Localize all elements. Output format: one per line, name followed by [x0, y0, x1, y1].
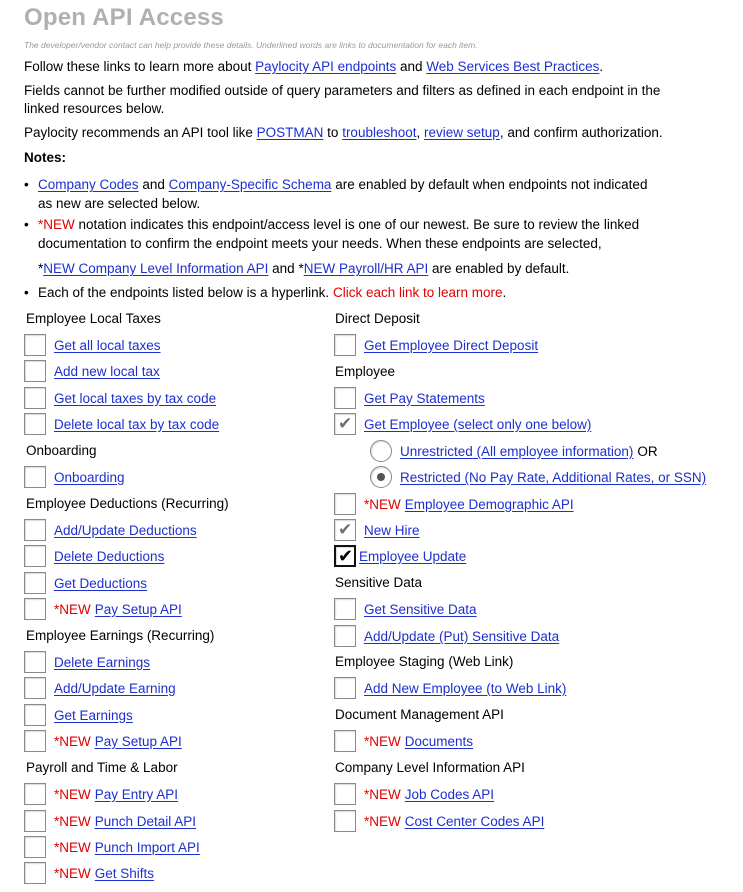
checkbox[interactable] — [24, 783, 46, 805]
option-row — [334, 386, 485, 410]
checkbox[interactable] — [24, 572, 46, 594]
section-heading-onboarding: Onboarding — [26, 443, 97, 458]
intro-paragraph-3 — [24, 124, 663, 142]
note-text: . — [502, 285, 507, 300]
pay-setup-api-link[interactable]: Pay Setup API — [94, 733, 182, 749]
option-row — [334, 782, 494, 806]
new-tag: *NEW — [54, 786, 91, 802]
page-title: Open API Access — [24, 4, 224, 31]
intro-paragraph-2 — [24, 82, 660, 118]
radio-button[interactable] — [370, 440, 392, 462]
delete-earnings-link[interactable]: Delete Earnings — [54, 654, 151, 670]
note-text: Each of the endpoints listed below is a hyperlink. — [38, 285, 330, 300]
checkbox[interactable] — [24, 598, 46, 620]
option-row — [334, 333, 538, 357]
intro-text: linked resources below. — [24, 101, 165, 116]
onboarding-link[interactable]: Onboarding — [54, 469, 125, 485]
note-text: documentation to confirm the endpoint meets your needs. When these endpoints are selected, — [38, 236, 602, 251]
postman-link[interactable]: POSTMAN — [256, 125, 324, 140]
option-row — [24, 809, 196, 833]
option-row — [24, 544, 164, 568]
checkbox[interactable] — [24, 862, 46, 884]
checkbox[interactable] — [24, 387, 46, 409]
get-shifts-link[interactable]: Get Shifts — [94, 865, 155, 881]
option-row — [24, 676, 176, 700]
section-heading-direct-deposit: Direct Deposit — [335, 311, 420, 326]
new-tag: *NEW — [54, 813, 91, 829]
checkbox[interactable] — [24, 836, 46, 858]
radio-row — [370, 465, 706, 489]
unrestricted-link[interactable]: Unrestricted (All employee information) — [400, 443, 634, 459]
review-setup-link[interactable]: review setup — [424, 125, 500, 140]
new-tag: *NEW — [364, 786, 401, 802]
company-level-info-api-link[interactable]: NEW Company Level Information API — [43, 261, 269, 276]
company-codes-link[interactable]: Company Codes — [38, 177, 139, 192]
option-row — [24, 386, 216, 410]
pay-setup-api-link[interactable]: Pay Setup API — [94, 601, 182, 617]
add-update-deductions-link[interactable]: Add/Update Deductions — [54, 522, 197, 538]
delete-local-tax-link[interactable]: Delete local tax by tax code — [54, 416, 220, 432]
note-text: as new are selected below. — [38, 196, 201, 211]
delete-deductions-link[interactable]: Delete Deductions — [54, 548, 165, 564]
checkbox[interactable] — [334, 598, 356, 620]
checkbox[interactable] — [24, 704, 46, 726]
bullet-icon: • — [24, 177, 29, 192]
web-services-best-practices-link[interactable]: Web Services Best Practices — [426, 59, 600, 74]
get-employee-direct-deposit-link[interactable]: Get Employee Direct Deposit — [364, 337, 539, 353]
radio-row — [370, 439, 658, 463]
option-row — [24, 412, 219, 436]
checkbox[interactable] — [24, 677, 46, 699]
radio-button-selected[interactable] — [370, 466, 392, 488]
company-specific-schema-link[interactable]: Company-Specific Schema — [168, 177, 332, 192]
restricted-link[interactable]: Restricted (No Pay Rate, Additional Rates, or SSN) — [400, 469, 707, 485]
option-row — [24, 359, 160, 383]
option-row — [334, 676, 566, 700]
checkbox[interactable] — [334, 783, 356, 805]
intro-text: Fields cannot be further modified outside of query parameters and filters as defined in each endpoint in the — [24, 83, 661, 98]
option-row — [334, 624, 559, 648]
option-row — [24, 571, 147, 595]
option-row — [334, 492, 574, 516]
checkbox[interactable] — [24, 545, 46, 567]
checkbox[interactable] — [24, 730, 46, 752]
checkbox[interactable] — [334, 810, 356, 832]
punch-detail-api-link[interactable]: Punch Detail API — [94, 813, 197, 829]
option-row — [24, 835, 200, 859]
payroll-hr-api-link[interactable]: NEW Payroll/HR API — [303, 261, 429, 276]
documents-link[interactable]: Documents — [404, 733, 474, 749]
employee-demographic-api-link[interactable]: Employee Demographic API — [404, 496, 574, 512]
page-subtitle: The developer/vendor contact can help provide these details. Underlined words are links to documentation for each item. — [24, 40, 478, 50]
option-row — [24, 597, 182, 621]
option-row — [24, 518, 197, 542]
new-tag: *NEW — [364, 733, 401, 749]
get-local-taxes-by-code-link[interactable]: Get local taxes by tax code — [54, 390, 217, 406]
note-text: * — [298, 261, 304, 276]
new-tag: *NEW — [38, 217, 75, 232]
option-row — [334, 544, 466, 568]
bullet-icon: • — [24, 285, 29, 300]
option-row — [334, 729, 473, 753]
checkbox[interactable] — [24, 810, 46, 832]
note-text: and — [142, 177, 165, 192]
section-heading-employee: Employee — [335, 364, 396, 379]
section-heading-deductions: Employee Deductions (Recurring) — [26, 496, 229, 511]
punch-import-api-link[interactable]: Punch Import API — [94, 839, 200, 855]
new-tag: *NEW — [54, 733, 91, 749]
checkbox[interactable] — [334, 677, 356, 699]
note-text: notation indicates this endpoint/access level is one of our newest. Be sure to review the linked — [78, 217, 640, 232]
option-row — [334, 518, 420, 542]
new-tag: *NEW — [54, 601, 91, 617]
section-heading-local-taxes: Employee Local Taxes — [26, 311, 161, 326]
intro-text: Paylocity recommends an API tool like — [24, 125, 253, 140]
option-row — [334, 597, 477, 621]
checkbox[interactable] — [334, 334, 356, 356]
checkbox[interactable] — [334, 730, 356, 752]
troubleshoot-link[interactable]: troubleshoot — [342, 125, 417, 140]
add-update-sensitive-data-link[interactable]: Add/Update (Put) Sensitive Data — [364, 628, 560, 644]
get-deductions-link[interactable]: Get Deductions — [54, 575, 148, 591]
add-new-local-tax-link[interactable]: Add new local tax — [54, 363, 160, 379]
option-row — [24, 333, 161, 357]
checkbox[interactable] — [334, 493, 356, 515]
option-row — [334, 412, 591, 436]
option-row — [24, 782, 178, 806]
checkbox[interactable] — [24, 413, 46, 435]
option-row — [24, 465, 125, 489]
intro-text: , — [416, 125, 421, 140]
paylocity-api-endpoints-link[interactable]: Paylocity API endpoints — [255, 59, 397, 74]
get-earnings-link[interactable]: Get Earnings — [54, 707, 133, 723]
notes-label: Notes: — [24, 150, 67, 165]
intro-paragraph-1 — [24, 58, 603, 76]
new-tag: *NEW — [364, 496, 401, 512]
section-heading-staging: Employee Staging (Web Link) — [335, 654, 514, 669]
checkbox[interactable] — [24, 519, 46, 541]
or-text: OR — [637, 443, 658, 459]
employee-update-link[interactable]: Employee Update — [359, 548, 467, 564]
get-all-local-taxes-link[interactable]: Get all local taxes — [54, 337, 161, 353]
section-heading-payroll: Payroll and Time & Labor — [26, 760, 178, 775]
checkbox-checked[interactable] — [334, 545, 356, 567]
checkbox[interactable] — [24, 466, 46, 488]
checkbox[interactable] — [334, 387, 356, 409]
checkbox[interactable] — [24, 651, 46, 673]
intro-text: . — [599, 59, 604, 74]
option-row — [24, 729, 182, 753]
option-row — [334, 809, 544, 833]
section-heading-documents: Document Management API — [335, 707, 504, 722]
intro-text: to — [327, 125, 339, 140]
get-pay-statements-link[interactable]: Get Pay Statements — [364, 390, 485, 406]
bullet-icon: • — [24, 217, 29, 232]
note-text: and — [272, 261, 295, 276]
option-row — [24, 703, 133, 727]
intro-text: and — [400, 59, 423, 74]
new-tag: *NEW — [364, 813, 401, 829]
job-codes-api-link[interactable]: Job Codes API — [404, 786, 495, 802]
note-red-text: Click each link to learn more — [332, 285, 503, 300]
note-text: are enabled by default. — [432, 261, 570, 276]
checkbox[interactable] — [24, 360, 46, 382]
note-text: * — [38, 261, 44, 276]
checkbox[interactable] — [334, 625, 356, 647]
add-new-employee-link[interactable]: Add New Employee (to Web Link) — [364, 680, 567, 696]
get-sensitive-data-link[interactable]: Get Sensitive Data — [364, 601, 477, 617]
new-hire-link[interactable]: New Hire — [364, 522, 420, 538]
section-heading-earnings: Employee Earnings (Recurring) — [26, 628, 215, 643]
section-heading-company: Company Level Information API — [335, 760, 525, 775]
section-heading-sensitive: Sensitive Data — [335, 575, 423, 590]
intro-text: , and confirm authorization. — [499, 125, 663, 140]
note-text: are enabled by default when endpoints not indicated — [335, 177, 648, 192]
checkbox[interactable] — [24, 334, 46, 356]
get-employee-link[interactable]: Get Employee (select only one below) — [364, 416, 592, 432]
new-tag: *NEW — [54, 865, 91, 881]
cost-center-codes-api-link[interactable]: Cost Center Codes API — [404, 813, 545, 829]
add-update-earning-link[interactable]: Add/Update Earning — [54, 680, 176, 696]
new-tag: *NEW — [54, 839, 91, 855]
option-row — [24, 650, 150, 674]
option-row — [24, 861, 154, 885]
checkbox-checked[interactable] — [334, 519, 356, 541]
intro-text: Follow these links to learn more about — [24, 59, 252, 74]
checkbox-checked[interactable] — [334, 413, 356, 435]
pay-entry-api-link[interactable]: Pay Entry API — [94, 786, 179, 802]
